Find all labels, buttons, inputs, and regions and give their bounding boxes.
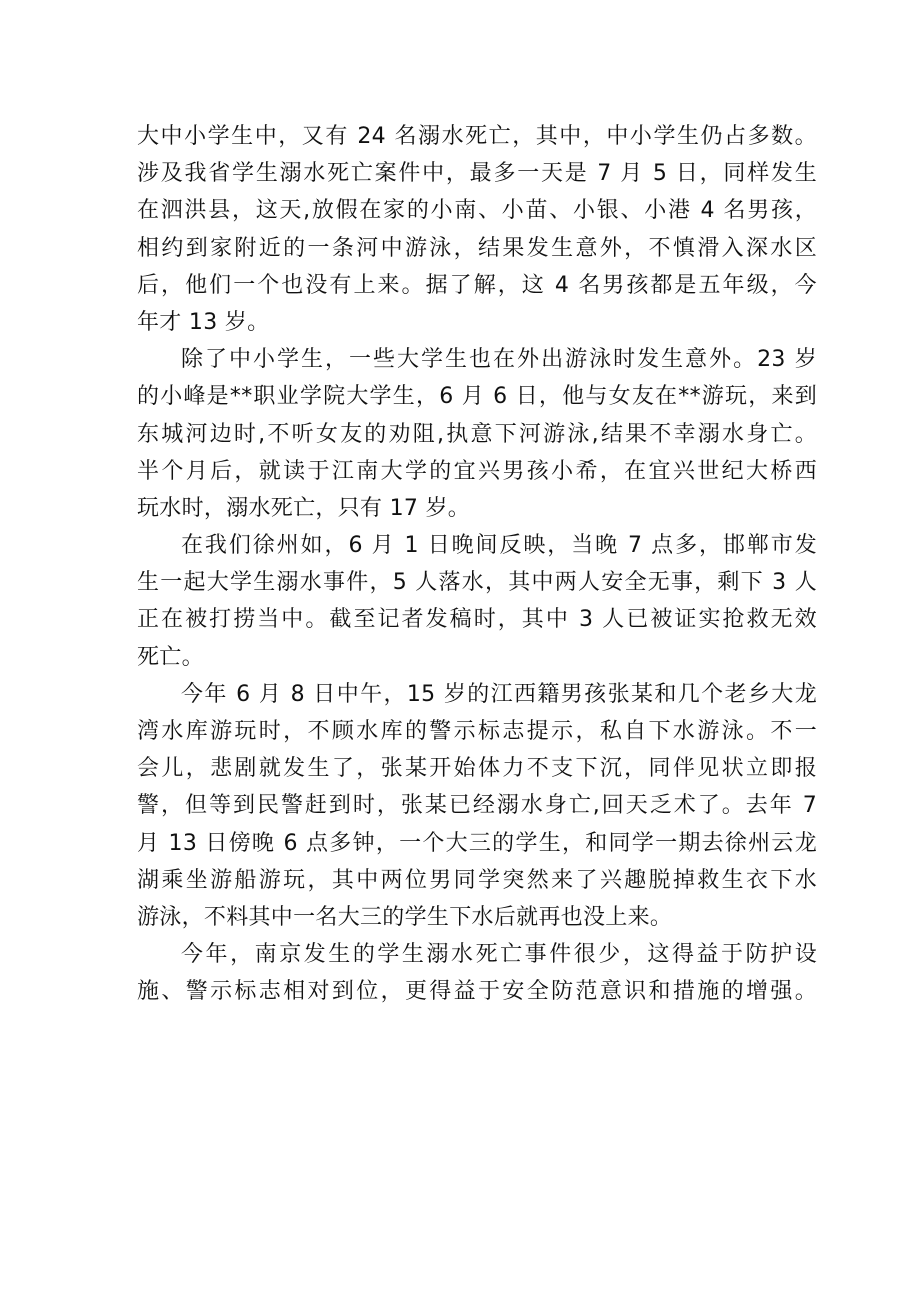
text-line: 死亡。 (137, 644, 204, 670)
paragraph-3 (137, 527, 817, 676)
text-line: 的小峰是**职业学院大学生，6 月 6 日，他与女友在**游玩，来到 (137, 384, 817, 410)
text-line: 警，但等到民警赶到时，张某已经溺水身亡,回天乏术了。去年 7 (137, 793, 817, 819)
text-line: 年才 13 岁。 (137, 309, 270, 335)
text-line: 施、警示标志相对到位，更得益于安全防范意识和措施的增强。 (137, 979, 817, 1005)
text-line: 在我们徐州如，6 月 1 日晚间反映，当晚 7 点多，邯郸市发 (181, 533, 817, 559)
text-line: 半个月后，就读于江南大学的宜兴男孩小希，在宜兴世纪大桥西 (137, 458, 817, 484)
text-line: 在泗洪县，这天,放假在家的小南、小苗、小银、小港 4 名男孩， (137, 198, 817, 224)
text-line: 今年 6 月 8 日中午，15 岁的江西籍男孩张某和几个老乡大龙 (181, 681, 817, 707)
article-body (137, 118, 817, 1011)
text-line: 湾水库游玩时，不顾水库的警示标志提示，私自下水游泳。不一 (137, 719, 817, 744)
text-line: 生一起大学生溺水事件，5 人落水，其中两人安全无事，剩下 3 人 (137, 570, 817, 596)
text-line: 大中小学生中，又有 24 名溺水死亡，其中，中小学生仍占多数。 (137, 124, 817, 149)
text-line: 月 13 日傍晚 6 点多钟，一个大三的学生，和同学一期去徐州云龙 (137, 830, 817, 856)
text-line: 正在被打捞当中。截至记者发稿时，其中 3 人已被证实抢救无效 (137, 607, 817, 633)
text-line: 东城河边时,不听女友的劝阻,执意下河游泳,结果不幸溺水身亡。 (137, 421, 817, 447)
text-line: 游泳，不料其中一名大三的学生下水后就再也没上来。 (137, 904, 673, 930)
text-line: 今年，南京发生的学生溺水死亡事件很少，这得益于防护设 (181, 942, 817, 968)
text-line: 玩水时，溺水死亡，只有 17 岁。 (137, 495, 471, 521)
text-line: 湖乘坐游船游玩，其中两位男同学突然来了兴趣脱掉救生衣下水 (137, 867, 817, 893)
text-line: 相约到家附近的一条河中游泳，结果发生意外，不慎滑入深水区 (137, 235, 817, 261)
paragraph-4 (137, 676, 817, 936)
paragraph-1 (137, 118, 817, 341)
text-line: 涉及我省学生溺水死亡案件中，最多一天是 7 月 5 日，同样发生 (137, 161, 817, 187)
text-line: 后，他们一个也没有上来。据了解，这 4 名男孩都是五年级，今 (137, 272, 817, 298)
paragraph-2 (137, 341, 817, 527)
paragraph-5 (137, 936, 817, 1010)
text-line: 会儿，悲剧就发生了，张某开始体力不支下沉，同伴见状立即报 (137, 756, 817, 782)
text-line: 除了中小学生，一些大学生也在外出游泳时发生意外。23 岁 (181, 347, 817, 373)
